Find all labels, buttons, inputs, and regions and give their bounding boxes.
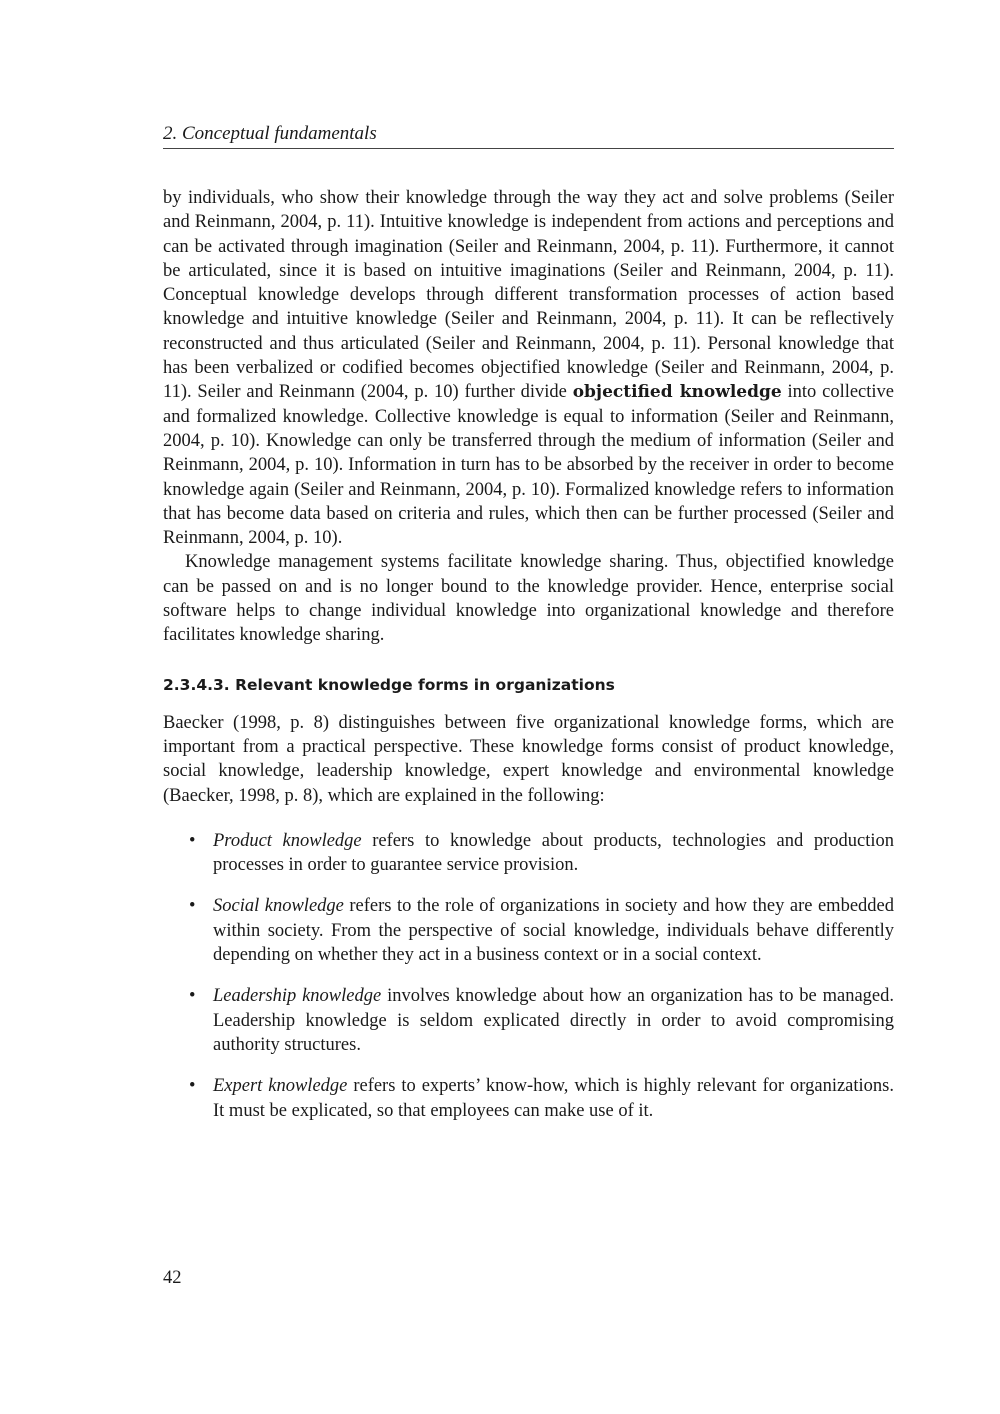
- page-body: [163, 186, 894, 1140]
- list-item-term: Expert knowledge: [213, 1076, 348, 1097]
- list-item-text: refers to the role of organizations in society and how they are embedded within society. From the perspective of social knowledge, individuals behave differently depending on whether they act in a business context or in a social context.: [213, 896, 894, 966]
- bullet-icon: •: [189, 896, 196, 917]
- paragraph-1-bold-term: objectified knowledge: [572, 382, 782, 403]
- knowledge-forms-list: [163, 829, 894, 1123]
- paragraph-1-text-b: into collective and formalized knowledge. Collective knowledge is equal to information (Seiler and Reinmann, 2004, p. 10). Knowledge can only be transferred through the medium of information (Seiler and Reinmann, 2004, p. 10). Information in turn has to be absorbed by the receiver in order to become knowledge again (Seiler and Reinmann, 2004, p. 10). Formalized knowledge refers to information that has become data based on criteria and rules, which then can be further processed (Seiler and Reinmann, 2004, p. 10).: [163, 382, 895, 549]
- list-item-text: involves knowledge about how an organization has to be managed. Leadership knowledge is seldom explicated directly in order to avoid compromising authority structures.: [213, 986, 894, 1055]
- section-heading: 2.3.4.3. Relevant knowledge forms in organizations: [163, 675, 615, 694]
- running-head: 2. Conceptual fundamentals: [163, 122, 894, 149]
- list-item-term: Leadership knowledge: [213, 986, 382, 1007]
- list-item-text: refers to experts’ know-how, which is highly relevant for organizations. It must be explicated, so that employees can make use of it.: [213, 1076, 894, 1121]
- list-item-term: Social knowledge: [213, 896, 344, 917]
- bullet-icon: •: [189, 1076, 196, 1097]
- paragraph-2: Knowledge management systems facilitate knowledge sharing. Thus, objectified knowledge can be passed on and is no longer bound to the knowledge provider. Hence, enterprise social software helps to change individual knowledge into organizational knowledge and therefore facilitates knowledge sharing.: [163, 552, 894, 646]
- paragraph-1-text-a: by individuals, who show their knowledge through the way they act and solve problems (Seiler and Reinmann, 2004, p. 11). Intuitive knowledge is independent from actions and perceptions and can be activated through imagination (Seiler and Reinmann, 2004, p. 11). Furthermore, it cannot be articulated, since it is based on intuitive imaginations (Seiler and Reinmann, 2004, p. 11). Conceptual knowledge develops through different transformation processes of action based knowledge and intuitive knowledge (Seiler and Reinmann, 2004, p. 11). It can be reflectively reconstructed and thus articulated (Seiler and Reinmann, 2004, p. 11). Personal knowledge that has been verbalized or codified becomes objectified knowledge (Seiler and Reinmann, 2004, p. 11). Seiler and Reinmann (2004, p. 10) further divide: [163, 188, 894, 403]
- page-number: 42: [163, 1268, 182, 1288]
- list-item-product-knowledge: [163, 829, 894, 878]
- list-item-term: Product knowledge: [213, 830, 362, 851]
- paragraph-1: [163, 186, 894, 550]
- bullet-icon: •: [189, 830, 196, 851]
- list-item-text: refers to knowledge about products, technologies and production processes in order to guarantee service provision.: [213, 830, 894, 876]
- list-item-leadership-knowledge: [163, 984, 894, 1057]
- paragraph-3: Baecker (1998, p. 8) distinguishes between five organizational knowledge forms, which are important from a practical perspective. These knowledge forms consist of product knowledge, social knowledge, leadership knowledge, expert knowledge and environmental knowledge (Baecker, 1998, p. 8), which are explained in the following:: [163, 712, 894, 806]
- list-item-expert-knowledge: [163, 1074, 894, 1123]
- bullet-icon: •: [189, 986, 196, 1007]
- list-item-social-knowledge: [163, 894, 894, 967]
